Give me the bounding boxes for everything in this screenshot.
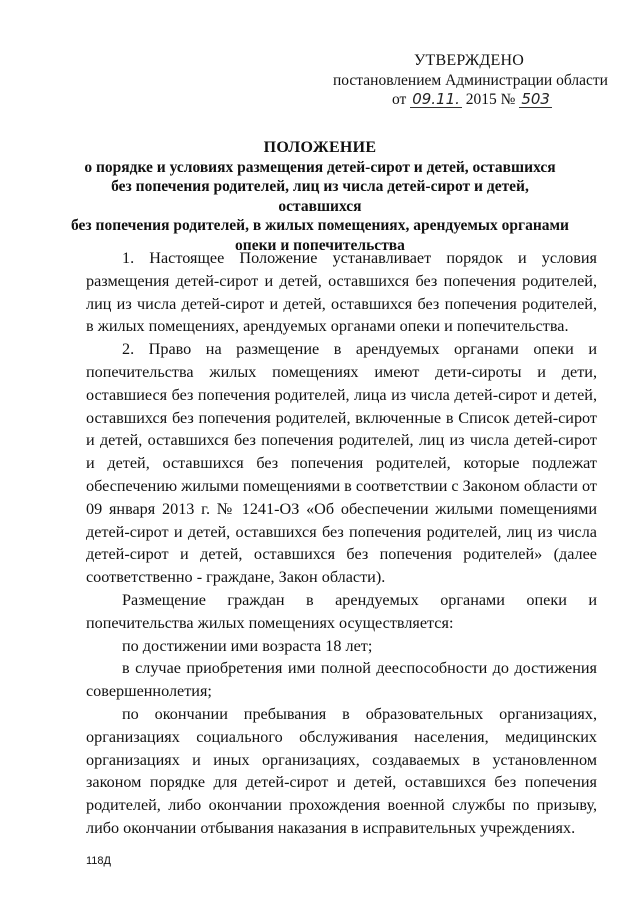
- approval-title: УТВЕРЖДЕНО: [414, 52, 525, 69]
- paragraph-2: 2. Право на размещение в арендуемых органами опеки и попечительства жилых помещениях имеют дети-сироты и дети, оставшиеся без попечения родителей, лица из числа детей-сирот и детей, оставшихся без попечения родителей, включенные в Список детей-сирот и детей, оставшихся без попечения родителей, лиц из числа детей-сирот и детей, оставшихся без попечения родителей, которые подлежат обеспечению жилыми помещениями в соответствии с Законом области от 09 января 2013 г. № 1241-ОЗ «Об обеспечении жилыми помещениями детей-сирот и детей, оставшихся без попечения родителей, лиц из числа детей-сирот и детей, оставшихся без попечения родителей» (далее соответственно - граждане, Закон области).: [86, 340, 597, 587]
- paragraph-5: в случае приобретения ими полной дееспособности до достижения совершеннолетия;: [86, 659, 597, 701]
- document-subtitle-line: о порядке и условиях размещения детей-сирот и детей, оставшихся: [84, 158, 556, 176]
- approval-from-prefix: от: [392, 91, 407, 108]
- footer-code: 118Д: [86, 855, 111, 867]
- handwritten-date: 09.11.: [412, 90, 460, 108]
- document-subtitle-line: без попечения родителей, в жилых помещениях, арендуемых органами: [71, 217, 569, 234]
- document-title: ПОЛОЖЕНИЕ: [263, 139, 377, 156]
- document-heading: [70, 138, 570, 255]
- approval-date-number: [392, 91, 552, 109]
- handwritten-number: 503: [521, 90, 550, 108]
- document-body: [86, 247, 597, 840]
- paragraph-3: Размещение граждан в арендуемых органами опеки и попечительства жилых помещениях осуществляется:: [86, 590, 597, 632]
- document-subtitle-line: опеки и попечительства: [235, 236, 405, 254]
- paragraph-6: по окончании пребывания в образовательных организациях, организациях социального обслуживания населения, медицинских организациях и иных организациях, создаваемых в установленном законом порядке для детей-сирот и детей, оставшихся без попечения родителей, либо окончании прохождения военной службы по призыву, либо окончании отбывания наказания в исправительных учреждениях.: [86, 704, 597, 837]
- document-subtitle-line: без попечения родителей, лиц из числа детей-сирот и детей, оставшихся: [111, 178, 529, 215]
- approval-authority: постановлением Администрации области: [333, 72, 608, 89]
- approval-year: 2015 №: [465, 91, 516, 108]
- paragraph-1: 1. Настоящее Положение устанавливает порядок и условия размещения детей-сирот и детей, оставшихся без попечения родителей, лиц из числа детей-сирот и детей, оставшихся без попечения родителей, в жилых помещениях, арендуемых органами опеки и попечительства.: [86, 249, 597, 336]
- paragraph-4: по достижении ими возраста 18 лет;: [122, 636, 373, 655]
